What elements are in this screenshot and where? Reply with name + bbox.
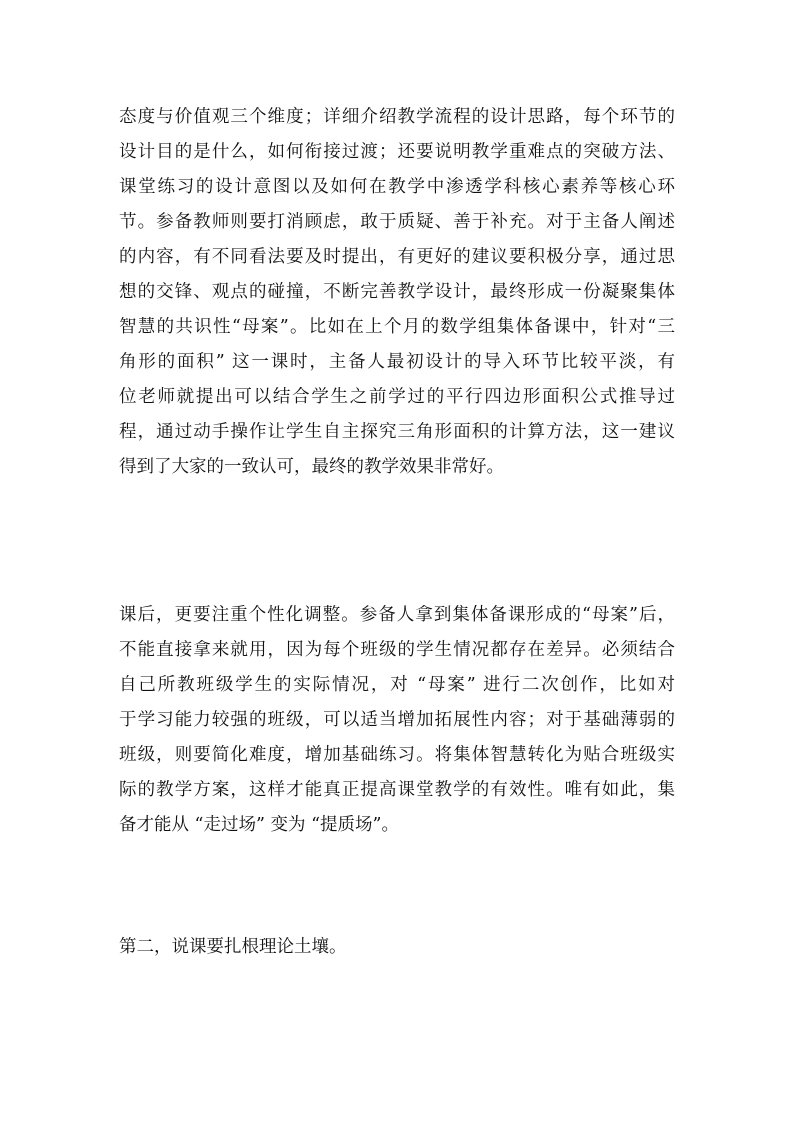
paragraph-collective-lesson-prep — [119, 100, 675, 485]
text-line: 得到了大家的一致认可，最终的教学效果非常好。 — [119, 457, 504, 477]
text-line: 课后，更要注重个性化调整。参备人拿到集体备课形成的“母案”后， — [119, 605, 675, 625]
text-line: 自己所教班级学生的实际情况，对 “母案” 进行二次创作，比如对 — [119, 675, 675, 695]
text-line: 角形的面积” 这一课时，主备人最初设计的导入环节比较平淡，有 — [119, 352, 675, 372]
text-line: 于学习能力较强的班级，可以适当增加拓展性内容；对于基础薄弱的 — [119, 710, 675, 730]
text-line: 的内容，有不同看法要及时提出，有更好的建议要积极分享，通过思 — [119, 247, 675, 267]
text-line: 设计目的是什么，如何衔接过渡；还要说明教学重难点的突破方法、 — [119, 142, 675, 162]
section-heading: 第二，说课要扎根理论土壤。 — [119, 937, 347, 957]
section-heading-paragraph — [119, 930, 675, 965]
text-line: 备才能从 “走过场” 变为 “提质场”。 — [119, 815, 399, 835]
text-line: 课堂练习的设计意图以及如何在教学中渗透学科核心素养等核心环 — [119, 177, 675, 197]
text-line: 想的交锋、观点的碰撞，不断完善教学设计，最终形成一份凝聚集体 — [119, 282, 675, 302]
paragraph-after-class-adjustment — [119, 598, 675, 843]
text-line: 态度与价值观三个维度；详细介绍教学流程的设计思路，每个环节的 — [119, 107, 675, 127]
text-line: 智慧的共识性“母案”。比如在上个月的数学组集体备课中，针对“三 — [119, 317, 675, 337]
text-line: 不能直接拿来就用，因为每个班级的学生情况都存在差异。必须结合 — [119, 640, 675, 660]
text-line: 位老师就提出可以结合学生之前学过的平行四边形面积公式推导过 — [119, 387, 675, 407]
text-line: 际的教学方案，这样才能真正提高课堂教学的有效性。唯有如此，集 — [119, 780, 675, 800]
text-line: 节。参备教师则要打消顾虑，敢于质疑、善于补充。对于主备人阐述 — [119, 212, 675, 232]
text-line: 程，通过动手操作让学生自主探究三角形面积的计算方法，这一建议 — [119, 422, 675, 442]
text-line: 班级，则要简化难度，增加基础练习。将集体智慧转化为贴合班级实 — [119, 745, 675, 765]
